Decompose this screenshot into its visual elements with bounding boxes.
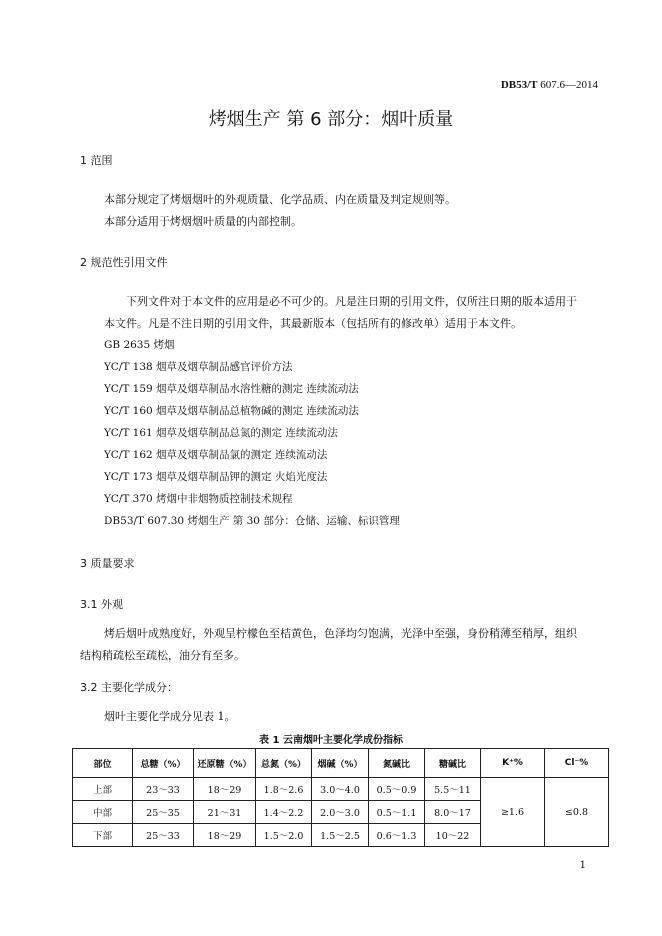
section-2-intro-line-1: 下列文件对于本文件的应用是必不可少的。凡是注日期的引用文件，仅所注日期的版本适用于 <box>126 295 577 308</box>
page-number: 1 <box>579 860 586 871</box>
table-cell: 上部 <box>73 778 133 801</box>
section-2-heading: 2 规范性引用文件 <box>80 256 168 269</box>
reference-item: YC/T 159 烟草及烟草制品水溶性糖的测定 连续流动法 <box>104 383 359 395</box>
standard-code: DB53/T 607.6—2014 <box>500 79 598 91</box>
table-row <box>73 778 609 801</box>
table-cell: 0.5～1.1 <box>369 801 425 824</box>
table-cell: 10～22 <box>425 824 481 847</box>
header-cell: 总糖（%） <box>133 749 194 778</box>
table-cell: 18～29 <box>194 778 256 801</box>
table-cell: 1.8～2.6 <box>256 778 312 801</box>
reference-item: YC/T 173 烟草及烟草制品钾的测定 火焰光度法 <box>104 471 328 483</box>
section-1-paragraph-1: 本部分规定了烤烟烟叶的外观质量、化学品质、内在质量及判定规则等。 <box>104 193 456 206</box>
header-cell: 烟碱（%） <box>312 749 369 778</box>
reference-item: YC/T 138 烟草及烟草制品感官评价方法 <box>104 361 293 373</box>
section-2-intro-line-2: 本文件。凡是不注日期的引用文件，其最新版本（包括所有的修改单）适用于本文件。 <box>104 317 522 330</box>
table-cell: 25～33 <box>133 824 194 847</box>
section-3-2-heading: 3.2 主要化学成分： <box>80 681 178 694</box>
table-cell: 0.5～0.9 <box>369 778 425 801</box>
table-cell: 2.0～3.0 <box>312 801 369 824</box>
header-cell: 还原糖（%） <box>194 749 256 778</box>
header-cell: 氮碱比 <box>369 749 425 778</box>
table-cell: 21～31 <box>194 801 256 824</box>
header-cell: 糖碱比 <box>425 749 481 778</box>
reference-item: DB53/T 607.30 烤烟生产 第 30 部分：仓储、运输、标识管理 <box>104 515 400 527</box>
reference-item: GB 2635 烤烟 <box>104 339 175 351</box>
table-cell: 3.0～4.0 <box>312 778 369 801</box>
table-cell: 25～35 <box>133 801 194 824</box>
table-cell: 1.5～2.5 <box>312 824 369 847</box>
table-cell: 1.4～2.2 <box>256 801 312 824</box>
section-1-heading: 1 范围 <box>80 154 113 167</box>
potassium-cell: ≥1.6 <box>481 778 545 847</box>
document-title: 烤烟生产 第 6 部分：烟叶质量 <box>208 109 454 130</box>
table-cell: 8.0～17 <box>425 801 481 824</box>
chemical-composition-table <box>72 748 609 847</box>
section-3-1-line-1: 烤后烟叶成熟度好，外观呈柠檬色至桔黄色，色泽均匀饱满，光泽中至强，身份稍薄至稍厚，组织 <box>104 627 577 640</box>
section-3-1-heading: 3.1 外观 <box>80 598 123 611</box>
section-3-2-text: 烟叶主要化学成分见表 1。 <box>104 710 236 723</box>
header-cell: Cl⁻% <box>545 749 609 778</box>
section-3-heading: 3 质量要求 <box>80 557 135 570</box>
chlorine-cell: ≤0.8 <box>545 778 609 847</box>
section-3-1-line-2: 结构稍疏松至疏松，油分有至多。 <box>80 649 245 662</box>
table-cell: 5.5～11 <box>425 778 481 801</box>
table-cell: 下部 <box>73 824 133 847</box>
table-cell: 1.5～2.0 <box>256 824 312 847</box>
section-1-paragraph-2: 本部分适用于烤烟烟叶质量的内部控制。 <box>104 215 302 228</box>
header-cell: K⁺% <box>481 749 545 778</box>
header-cell: 总氮（%） <box>256 749 312 778</box>
table-header-row <box>73 749 609 778</box>
table-cell: 中部 <box>73 801 133 824</box>
table-cell: 18～29 <box>194 824 256 847</box>
reference-item: YC/T 160 烟草及烟草制品总植物碱的测定 连续流动法 <box>104 405 359 417</box>
table-cell: 23～33 <box>133 778 194 801</box>
header-cell: 部位 <box>73 749 133 778</box>
reference-item: YC/T 162 烟草及烟草制品氯的测定 连续流动法 <box>104 449 328 461</box>
reference-item: YC/T 161 烟草及烟草制品总氮的测定 连续流动法 <box>104 427 338 439</box>
table-cell: 0.6～1.3 <box>369 824 425 847</box>
table-caption: 表 1 云南烟叶主要化学成份指标 <box>259 735 403 746</box>
reference-item: YC/T 370 烤烟中非烟物质控制技术规程 <box>104 493 293 505</box>
